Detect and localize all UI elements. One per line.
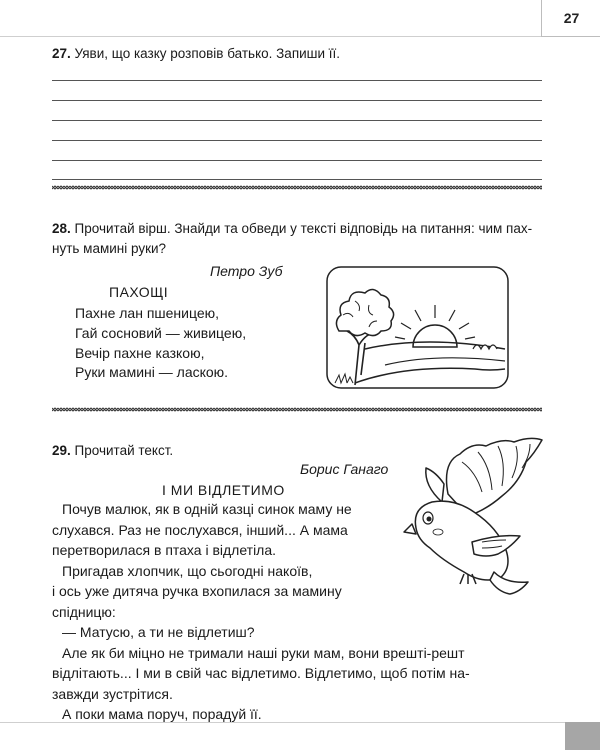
poem-author: Петро Зуб [210,263,283,279]
task-28-text-cont: нуть мамині руки? [52,241,167,256]
story-line: — Матусю, а ти не відлетиш? [62,624,255,640]
story-line: спідницю: [52,603,116,620]
task-29-heading [52,441,173,461]
task-27-text: Уяви, що казку розповів батько. Запиши її. [74,46,341,61]
poem-line: Вечір пахне казкою, [75,345,205,361]
top-rule [0,36,541,37]
zigzag-divider [52,405,542,415]
writing-line[interactable] [52,80,542,81]
zigzag-divider [52,183,542,193]
story-line: відлітають... І ми в свій час відлетимо. Відлетимо, щоб потім на- [52,665,470,681]
task-27-number: 27. [52,46,71,61]
story-line: слухався. Раз не послухався, інший... А мама [52,521,348,538]
writing-line[interactable] [52,100,542,101]
task-29-text: Прочитай текст. [74,443,174,458]
landscape-illustration [325,265,510,390]
poem-line: Гай сосновий — живицею, [75,325,247,341]
story-title: І МИ ВІДЛЕТИМО [162,482,285,498]
writing-line[interactable] [52,120,542,121]
writing-line[interactable] [52,160,542,161]
story-author: Борис Ганаго [300,461,389,477]
writing-line[interactable] [52,179,542,180]
bottom-rule [0,722,565,723]
page-number: 27 [541,0,600,37]
task-28-text: Прочитай вірш. Знайди та обведи у тексті відповідь на питання: чим пах- [74,221,533,236]
story-line: А поки мама поруч, порадуй її. [62,706,262,722]
bird-illustration [402,432,550,600]
page-corner-tab [565,722,600,750]
task-27-heading [52,44,340,64]
poem-title: ПАХОЩІ [109,284,169,300]
task-28-number: 28. [52,221,71,236]
story-line: Але як би міцно не тримали наші руки мам, вони врешті-решт [62,644,465,661]
story-line: завжди зустрітися. [52,685,173,702]
writing-line[interactable] [52,140,542,141]
poem-line: Пахне лан пшеницею, [75,305,220,321]
story-line: перетворилася в птаха і відлетіла. [52,542,277,558]
story-line: Почув малюк, як в одній казці синок маму не [62,501,352,517]
poem-line: Руки мамині — ласкою. [75,364,229,380]
task-29-number: 29. [52,443,71,458]
story-line: і ось уже дитяча ручка вхопилася за мамину [52,583,342,599]
task-28-heading [52,219,532,259]
story-line: Пригадав хлопчик, що сьогодні накоїв, [62,562,313,579]
